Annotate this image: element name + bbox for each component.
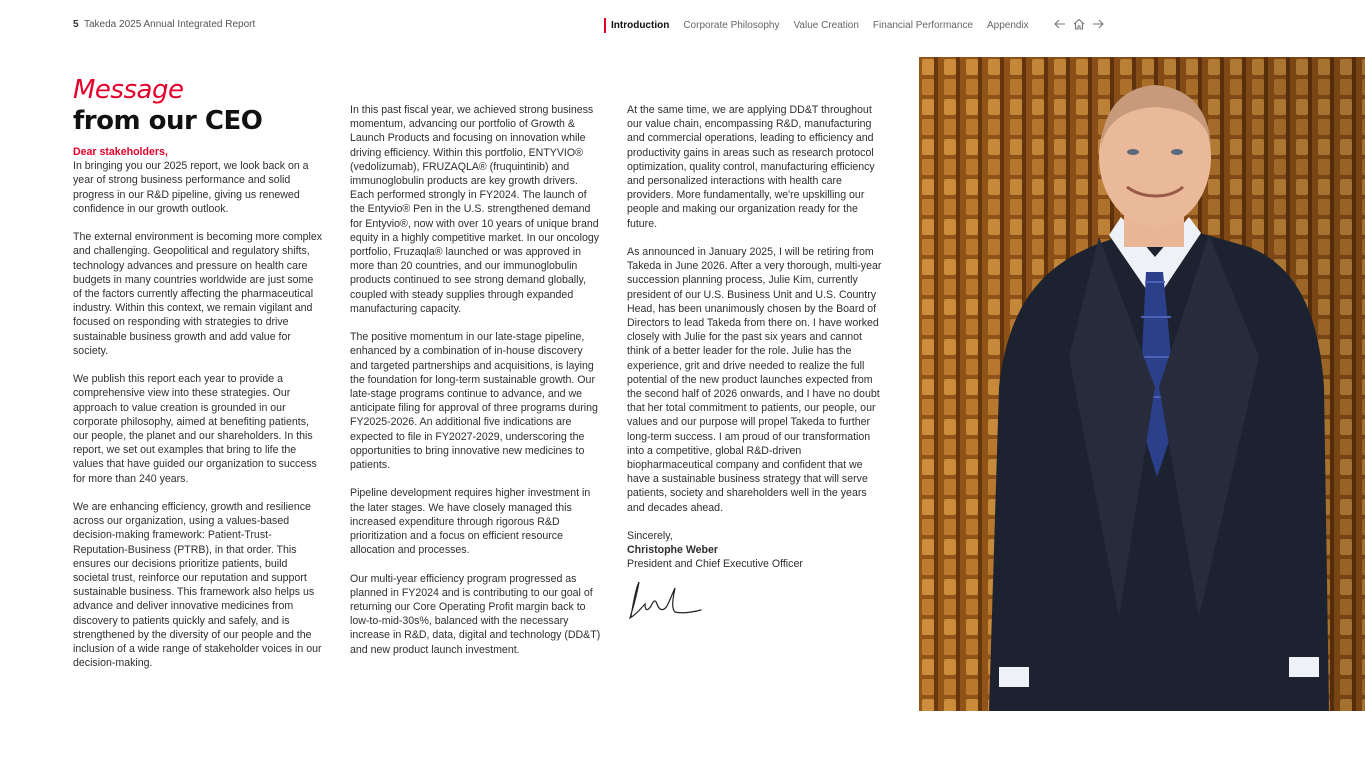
arrow-left-icon[interactable]: [1053, 17, 1067, 31]
active-section-marker: [604, 18, 606, 33]
page-header: [0, 0, 1365, 50]
nav-appendix[interactable]: Appendix: [986, 19, 1029, 31]
arrow-right-icon[interactable]: [1091, 17, 1105, 31]
nav-value-creation[interactable]: Value Creation: [793, 19, 859, 31]
signature-image: [627, 578, 707, 620]
nav-financial-performance[interactable]: Financial Performance: [872, 19, 973, 31]
page-nav-icons: [1053, 17, 1105, 31]
text-column-2: [350, 103, 602, 671]
paragraph: We publish this report each year to provide a comprehensive view into these strategies. Our approach to value creation is grounded in our corporate philosophy, aimed at benefiting patients, our people, the planet and our shareholders. In this report, we set out examples that bring to life the values that have guided our organization to success for more than 240 years.: [73, 373, 317, 485]
nav-corporate-philosophy[interactable]: Corporate Philosophy: [683, 19, 780, 31]
paragraph: At the same time, we are applying DD&T throughout our value chain, encompassing R&D, manufacturing and commercial operations, leading to efficiency and productivity gains in areas such as research protocol optimization, quality control, manufacturing efficiency and personalized interactions with health care providers. More fundamentally, we're upskilling our people and making our organization ready for the future.: [627, 104, 875, 230]
heading-message: Message: [73, 75, 184, 105]
paragraph: Our multi-year efficiency program progressed as planned in FY2024 and is contributing to our goal of returning our Core Operating Profit margin back to low-to-mid-30s%, balanced with the necessary increase in R&D, data, digital and technology (DD&T) and new product launch investment.: [350, 572, 601, 656]
page-number: 5: [73, 19, 79, 30]
paragraph: We are enhancing efficiency, growth and resilience across our organization, using a values-based decision-making framework: Patient-Trust-Reputation-Business (PTRB), in that order. This ensures our decisions prioritize patients, build societal trust, reinforce our reputation and support sustainable business. This framework also helps us advance and deliver innovative medicines from discovery to patients quickly and safely, and is strengthened by the diversity of our people and the inclusion of a wide range of stakeholder voices in our decision-making.: [73, 501, 322, 670]
paragraph: In this past fiscal year, we achieved strong business momentum, advancing our portfolio of Growth & Launch Products and focusing on innovation while driving efficiency. Within this portfolio, ENTYVIO® (vedolizumab), FRUZAQLA® (fruquintinib) and immunoglobulin products are key growth drivers. Each performed strongly in FY2024. The launch of the Entyvio® Pen in the U.S. strengthened demand for Entyvio®, now with over 10 years of unique brand equity in a highly competitive market. In our oncology portfolio, Fruzaqla® launched or was approved in more than 20 countries, and our immunoglobulin products continued to see strong demand globally, coupled with steady supplies through expanded manufacturing capacity.: [350, 104, 600, 315]
signer-title: President and Chief Executive Officer: [627, 558, 803, 571]
paragraph: The positive momentum in our late-stage pipeline, enhanced by a combination of in-house discovery and targeted partnerships and acquisitions, is laying the foundation for long-term sustainable growth. Our late-stage programs continue to advance, and we anticipate filing for approval of three programs during FY2025-2026. An additional five indications are expected to file in FY2027-2029, underscoring the opportunities to bring innovative new medicines to patients.: [350, 331, 598, 472]
greeting: Dear stakeholders,: [73, 146, 168, 158]
paragraph: The external environment is becoming more complex and challenging. Geopolitical and regulatory shifts, technology advances and pressure on health care budgets in many countries worldwide are just some of the factors currently affecting the pharmaceutical industry. Within this context, we remain vigilant and focused on responding with strategies to drive sustainable business growth and add value for society.: [73, 231, 323, 357]
text-column-3: [627, 103, 885, 620]
ceo-photo: [919, 57, 1365, 711]
report-title: Takeda 2025 Annual Integrated Report: [84, 19, 256, 30]
home-icon[interactable]: [1072, 17, 1086, 31]
closing: Sincerely,: [627, 530, 673, 543]
paragraph: As announced in January 2025, I will be retiring from Takeda in June 2026. After a very thorough, multi-year succession planning process, Julie Kim, currently president of our U.S. Business Unit and U.S. Country Head, has been unanimously chosen by the Board of Directors to lead Takeda from there on. I have worked closely with Julie for the past six years and cannot think of a better leader for the role. Julie has the experience, grit and drive needed to realize the full potential of the new product launches expected from the second half of 2026 onwards, and I have no doubt that her total commitment to patients, our people, our values and our purpose will propel Takeda to further long-term success. I am proud of our transformation into a competitive, global R&D-driven biopharmaceutical company and confident that we have a sustainable business strategy that will serve patients, society and shareholders well in the years and decades ahead.: [627, 246, 882, 514]
signer-name: Christophe Weber: [627, 544, 719, 557]
nav-introduction[interactable]: Introduction: [611, 19, 670, 31]
text-column-1: [73, 145, 325, 685]
paragraph: Pipeline development requires higher investment in the later stages. We have closely managed this increased expenditure through rigorous R&D prioritization and a focus on efficient resource allocation and processes.: [350, 487, 591, 557]
heading-from-our-ceo: from our CEO: [73, 106, 263, 136]
page-heading: [73, 74, 262, 136]
section-nav: [604, 17, 1043, 33]
paragraph: In bringing you our 2025 report, we look back on a year of strong business performance and solid progress in our R&D pipeline, giving us renewed confidence in our growth outlook.: [73, 160, 309, 215]
